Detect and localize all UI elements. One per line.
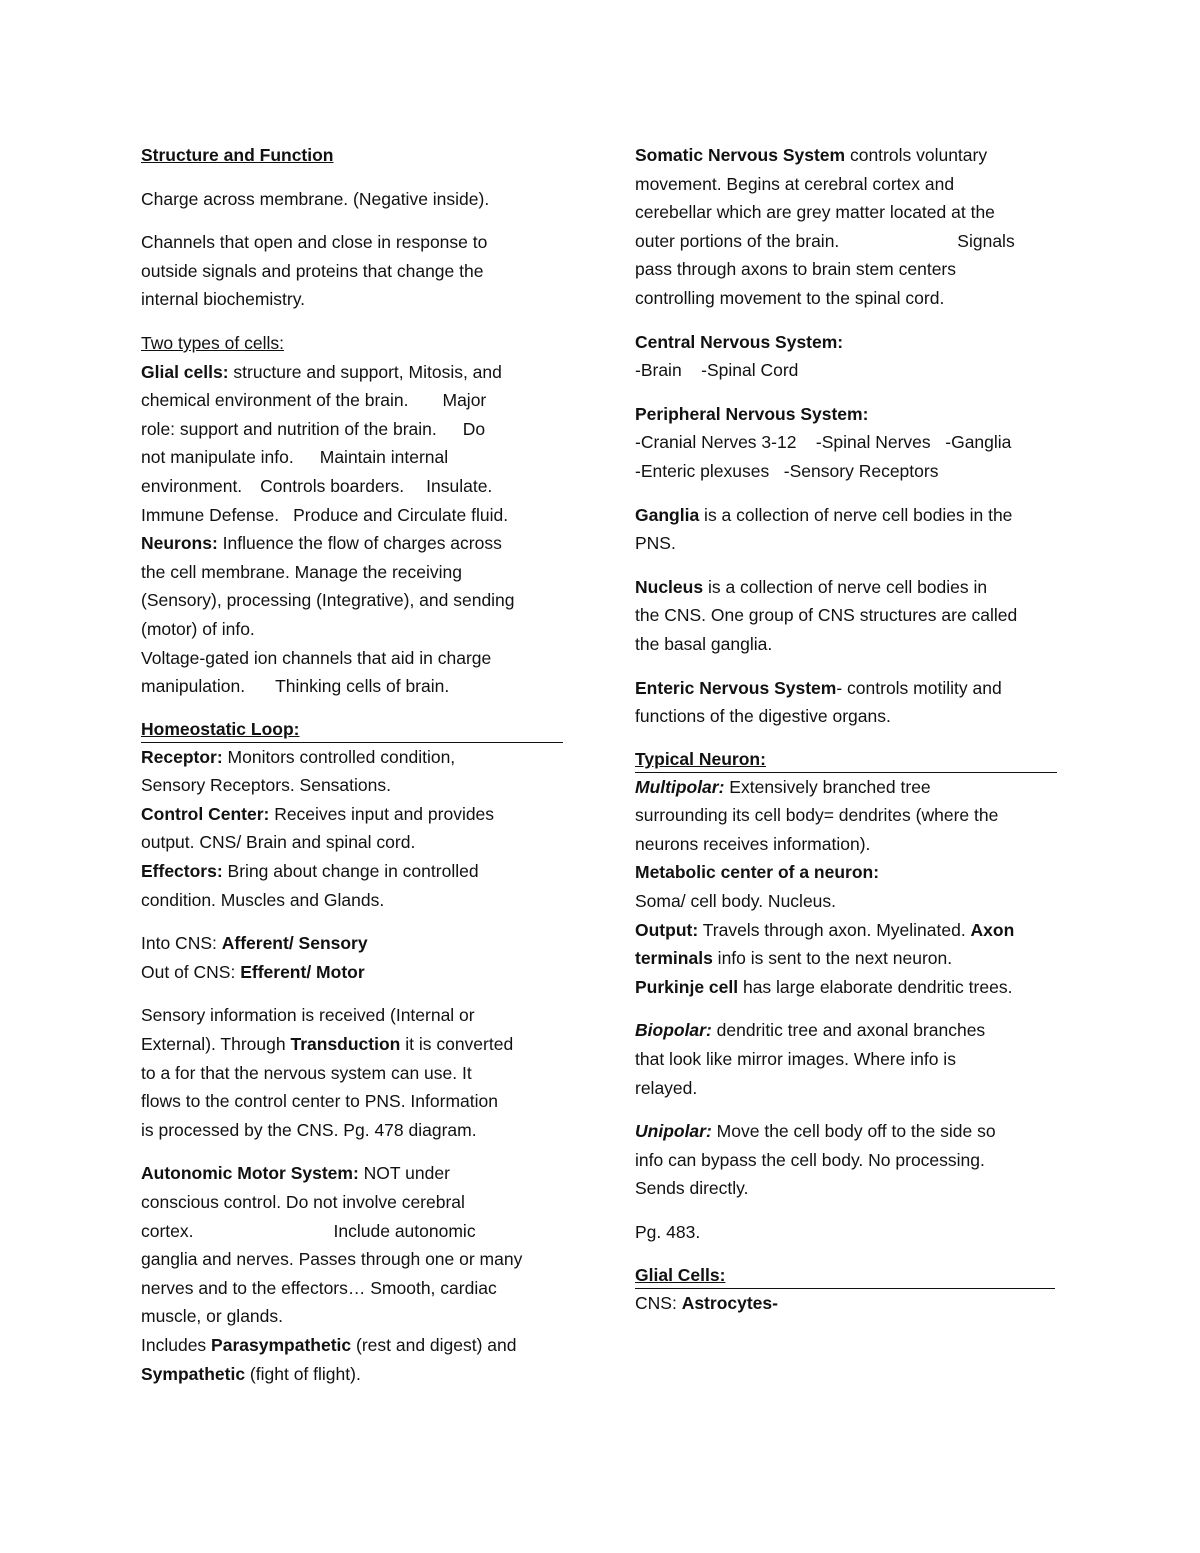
two-types-heading: Two types of cells: xyxy=(141,332,284,353)
charge-text: Charge across membrane. (Negative inside). xyxy=(141,188,490,209)
afferent-efferent-paragraph: Into CNS: Afferent/ Sensory Out of CNS: Efferent/ Motor xyxy=(141,933,368,982)
section-heading-structure: Structure and Function xyxy=(141,145,334,165)
glial-cells-heading: Glial Cells: xyxy=(635,1262,1055,1289)
nucleus-paragraph: Nucleus is a collection of nerve cell bodies in the CNS. One group of CNS structures are called the basal ganglia. xyxy=(635,576,1018,654)
somatic-paragraph: Somatic Nervous System controls voluntary movement. Begins at cerebral cortex and cerebellar which are grey matter located at the outer portions of the brain. Signals pass through axons to brain stem centers controlling movement to the spinal cord. xyxy=(635,145,1015,308)
left-column xyxy=(141,141,581,1403)
sensory-paragraph: Sensory information is received (Internal or External). Through Transduction it is converted to a for that the nervous system can use. It flows to the control center to PNS. Information is processed by the CNS. Pg. 478 diagram. xyxy=(141,1005,514,1140)
ganglia-paragraph: Ganglia is a collection of nerve cell bodies in the PNS. xyxy=(635,504,1013,554)
pns-paragraph: Peripheral Nervous System: -Cranial Nerves 3-12 -Spinal Nerves -Ganglia -Enteric plexuses -Sensory Receptors xyxy=(635,403,1012,481)
homeostatic-heading: Homeostatic Loop: xyxy=(141,716,563,743)
bipolar-paragraph: Biopolar: dendritic tree and axonal branches that look like mirror images. Where info is relayed. xyxy=(635,1020,986,1098)
channels-paragraph: Channels that open and close in response to outside signals and proteins that change the internal biochemistry. xyxy=(141,232,488,310)
autonomic-paragraph: Autonomic Motor System: NOT under conscious control. Do not involve cerebral cortex. Include autonomic ganglia and nerves. Passes through one or many nerves and to the effectors… Smooth, cardiac muscle, or glands. Includes Parasympathetic (rest and digest) and Sympathetic (fight of flight). xyxy=(141,1163,523,1384)
glial-label: Glial cells: xyxy=(141,361,229,382)
glial-cells-paragraph: Glial Cells: CNS: Astrocytes- xyxy=(635,1262,1065,1318)
neurons-label: Neurons: xyxy=(141,533,218,554)
typical-neuron-heading: Typical Neuron: xyxy=(635,746,1057,773)
cns-paragraph: Central Nervous System: -Brain -Spinal Cord xyxy=(635,331,844,381)
unipolar-paragraph: Unipolar: Move the cell body off to the side so info can bypass the cell body. No processing. Sends directly. xyxy=(635,1121,996,1199)
typical-neuron-paragraph: Typical Neuron: Multipolar: Extensively branched tree surrounding its cell body= dendrites (where the neurons receives information). Metabolic center of a neuron: Soma/ cell body. Nucleus. Output: Travels through axon. Myelinated. Axon terminals info is sent to the next neuron. Purkinje cell has large elaborate dendritic trees. xyxy=(635,746,1065,1002)
right-column xyxy=(635,141,1065,1332)
page-reference: Pg. 483. xyxy=(635,1222,701,1242)
enteric-paragraph: Enteric Nervous System- controls motility and functions of the digestive organs. xyxy=(635,677,1002,727)
homeostatic-paragraph: Homeostatic Loop: Receptor: Monitors controlled condition, Sensory Receptors. Sensations. Control Center: Receives input and provides output. CNS/ Brain and spinal cord. Effectors: Bring about change in controlled condition. Muscles and Glands. xyxy=(141,716,581,915)
cell-types-paragraph: Two types of cells: Glial cells: structure and support, Mitosis, and chemical environment of the brain. Major role: support and nutrition of the brain. Do not manipulate info. Maintain internal environment. Controls boarders. Insulate. Immune Defense. Produce and Circulate fluid. Neurons: Influence the flow of charges across the cell membrane. Manage the receiving (Sensory), processing (Integrative), and sending (motor) of info. Voltage-gated ion channels that aid in charge manipulation. Thinking cells of brain. xyxy=(141,329,581,701)
